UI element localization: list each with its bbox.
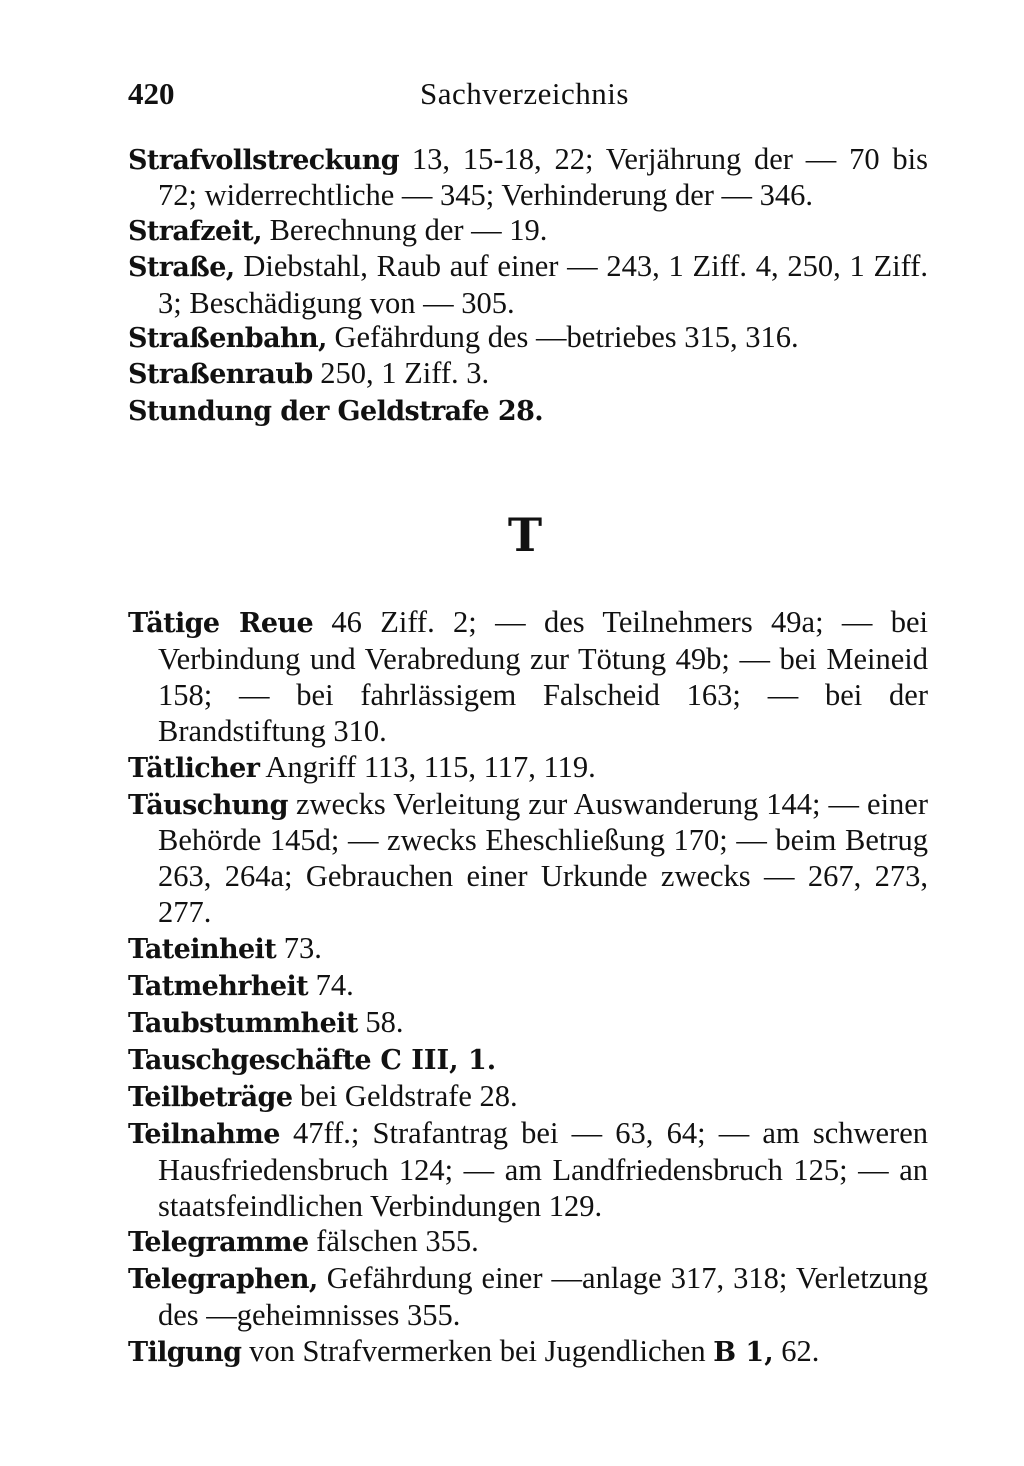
index-term: Telegramme [128, 1227, 309, 1259]
index-term: Telegraphen, [128, 1264, 318, 1296]
index-text: Gefährdung des —betriebes 315, 316. [326, 320, 799, 355]
index-entry [128, 320, 928, 356]
letter-heading: T [507, 508, 543, 562]
index-term: Teilnahme [128, 1118, 280, 1150]
index-term-suffix: B 1, [713, 1337, 774, 1369]
index-entry [128, 1005, 928, 1042]
index-entry [128, 605, 928, 750]
index-entry [128, 787, 928, 932]
index-term: Tauschgeschäfte [128, 1044, 371, 1076]
index-text: von Strafvermerken bei Jugendlichen [241, 1334, 714, 1369]
index-text: 13, 15-18, 22; Verjährung der — 70 bis 72; widerrechtliche — 345; Verhinderung der — 346. [158, 142, 928, 213]
index-text: 62. [773, 1334, 820, 1369]
index-term: Straße, [128, 252, 235, 284]
index-term: Straßenbahn, [128, 323, 327, 355]
index-text: 73. [276, 931, 322, 966]
index-term: Taubstummheit [128, 1007, 358, 1039]
index-entry [128, 1079, 928, 1116]
index-term: Tilgung [128, 1337, 242, 1369]
index-entry [128, 249, 928, 320]
index-term: Strafvollstreckung [128, 145, 400, 176]
index-entry [128, 931, 928, 968]
page-header [128, 72, 928, 116]
index-entry [128, 213, 928, 249]
index-entry [128, 1116, 928, 1225]
index-term: Strafzeit, [128, 215, 262, 247]
index-text: 58. [357, 1004, 404, 1039]
index-term: Stundung der Geldstrafe 28. [128, 395, 544, 427]
index-text: Berechnung der — 19. [261, 212, 548, 247]
index-entry [128, 750, 928, 787]
index-text: Diebstahl, Raub auf einer — 243, 1 Ziff. 4, 250, 1 Ziff. 3; Beschädigung von — 305. [158, 249, 928, 320]
index-entry [128, 1042, 928, 1079]
index-section-t [128, 605, 928, 1371]
index-entry [128, 1261, 928, 1334]
index-text: bei Geldstrafe 28. [292, 1078, 518, 1113]
index-term: Tätlicher [128, 752, 260, 784]
index-entry [128, 142, 928, 213]
index-entry [128, 968, 928, 1005]
index-term-suffix: C III, 1. [371, 1044, 497, 1076]
page-number: 420 [128, 76, 175, 111]
index-term: Tatmehrheit [128, 971, 309, 1003]
index-text: 47ff.; Strafantrag bei — 63, 64; — am schweren Hausfriedensbruch 124; — am Landfriedensbruch 125; — an staatsfeindlichen Verbindungen 129. [158, 1115, 928, 1223]
index-entry [128, 393, 928, 429]
index-entry [128, 356, 928, 392]
index-text: Angriff 113, 115, 117, 119. [259, 749, 596, 784]
index-text: 74. [308, 968, 354, 1003]
index-term: Tateinheit [128, 934, 277, 966]
running-title: Sachverzeichnis [420, 76, 629, 111]
index-text: zwecks Verleitung zur Auswanderung 144; — einer Behörde 145d; — zwecks Eheschließung 170; — beim Betrug 263, 264a; Gebrauchen einer Urkunde zwecks — 267, 273, 277. [158, 786, 928, 930]
index-text: fälschen 355. [308, 1224, 479, 1259]
index-entry [128, 1224, 928, 1261]
index-section-s [128, 142, 928, 429]
index-text: 46 Ziff. 2; — des Teilnehmers 49a; — bei Verbindung und Verabredung zur Tötung 49b; — bei Meineid 158; — bei fahrlässigem Falscheid 163; — bei der Brandstiftung 310. [158, 605, 928, 748]
index-text: 250, 1 Ziff. 3. [312, 356, 490, 391]
index-entry [128, 1334, 928, 1371]
index-text: Gefährdung einer —anlage 317, 318; Verletzung des —geheimnisses 355. [158, 1261, 928, 1333]
index-term: Tätige Reue [128, 608, 314, 639]
index-term: Täuschung [128, 789, 288, 821]
index-term: Teilbeträge [128, 1081, 293, 1113]
index-term: Straßenraub [128, 359, 313, 391]
